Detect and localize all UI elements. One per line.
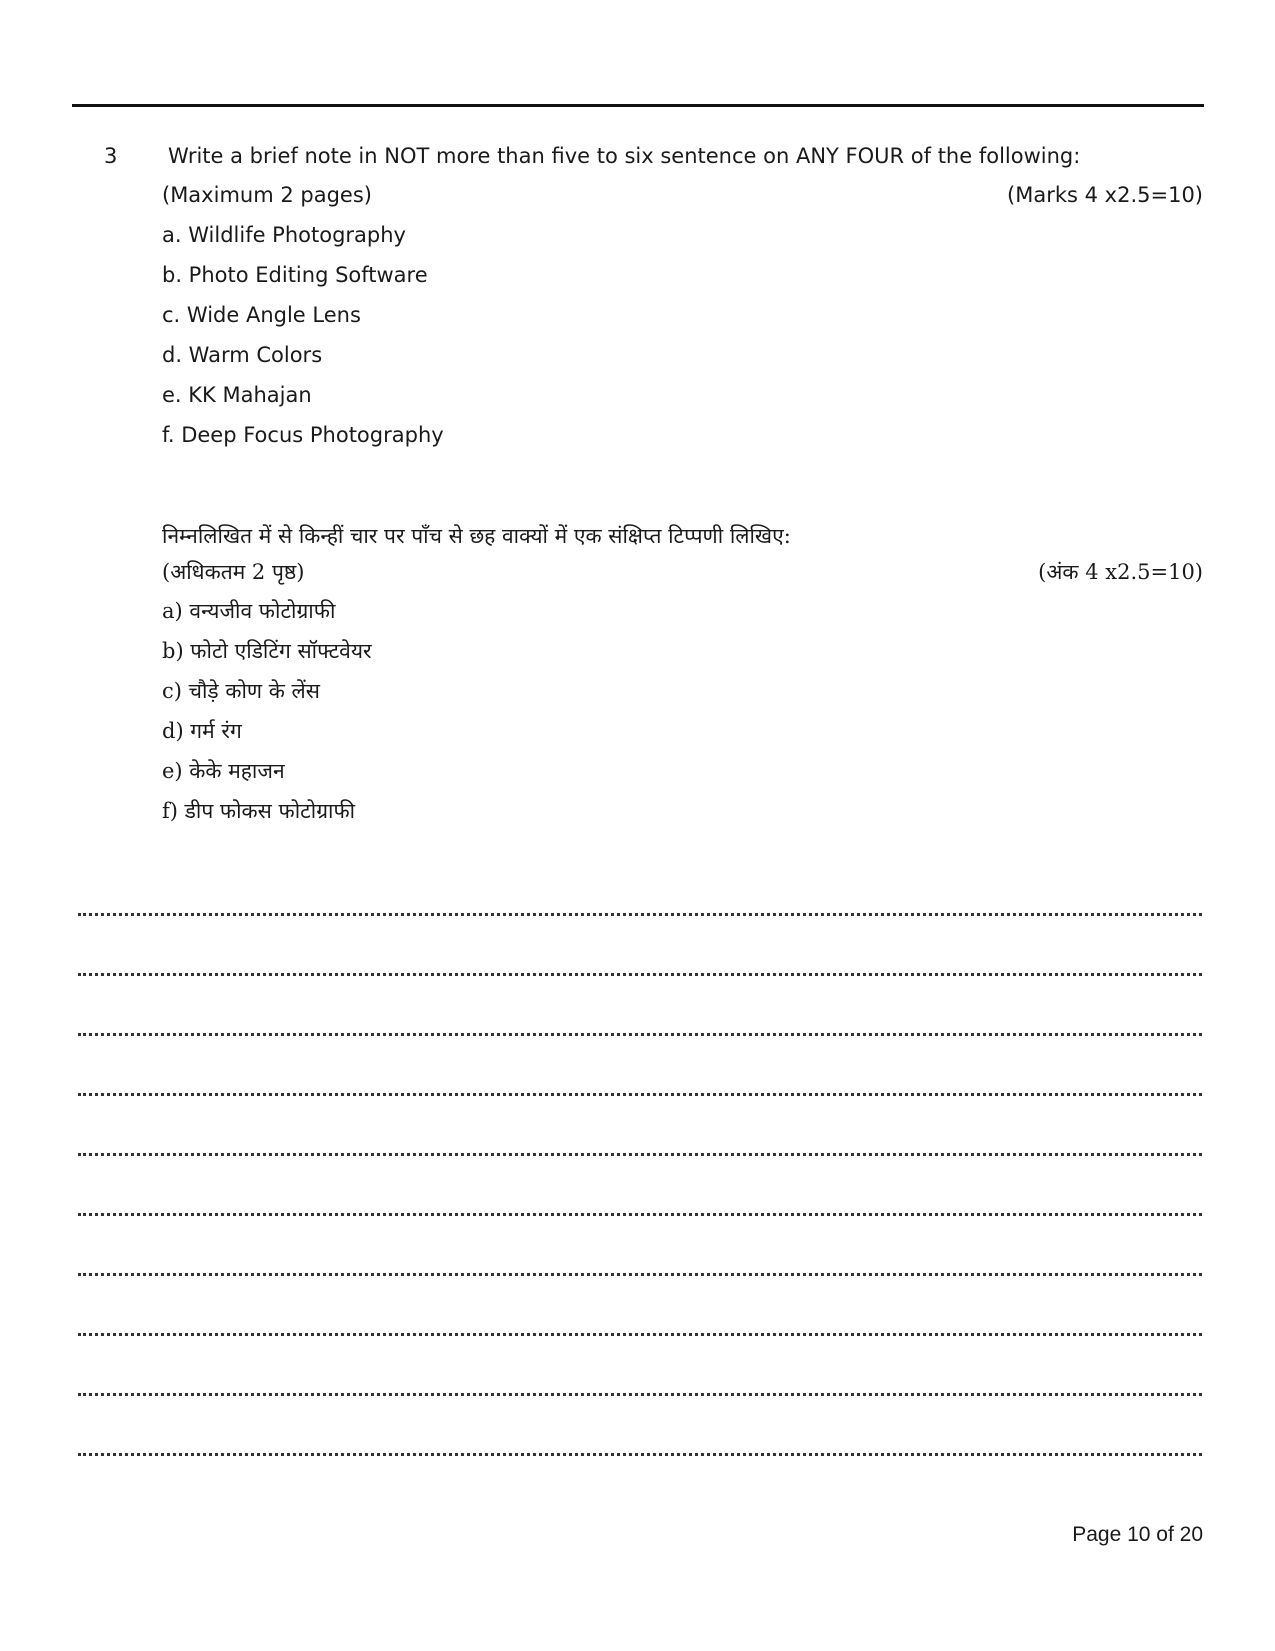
hindi-option-b: b) फोटो एडिटिंग सॉफ्टवेयर (162, 639, 372, 663)
option-c: c. Wide Angle Lens (162, 303, 361, 327)
question-text: Write a brief note in NOT more than five to six sentence on ANY FOUR of the following: (168, 144, 1081, 168)
hindi-option-f: f) डीप फोकस फोटोग्राफी (162, 799, 356, 823)
answer-line[interactable] (78, 1333, 1202, 1336)
answer-line[interactable] (78, 1033, 1202, 1036)
page-number: Page 10 of 20 (1072, 1523, 1203, 1546)
question-marks: (Marks 4 x2.5=10) (1007, 183, 1203, 207)
header-rule (72, 104, 1204, 107)
option-d: d. Warm Colors (162, 343, 323, 367)
answer-line[interactable] (78, 1393, 1202, 1396)
hindi-question-marks: (अंक 4 x2.5=10) (1038, 560, 1203, 584)
hindi-question-text: निम्नलिखित में से किन्हीं चार पर पाँच से छह वाक्यों में एक संक्षिप्त टिप्पणी लिखिए: (162, 524, 791, 548)
answer-line[interactable] (78, 913, 1202, 916)
hindi-option-a: a) वन्यजीव फोटोग्राफी (162, 599, 336, 623)
answer-line[interactable] (78, 1093, 1202, 1096)
answer-line[interactable] (78, 1273, 1202, 1276)
answer-line[interactable] (78, 973, 1202, 976)
option-e: e. KK Mahajan (162, 383, 312, 407)
hindi-option-e: e) केके महाजन (162, 759, 285, 783)
answer-line[interactable] (78, 1213, 1202, 1216)
hindi-option-d: d) गर्म रंग (162, 719, 242, 743)
hindi-question-limit: (अधिकतम 2 पृष्ठ) (162, 560, 305, 584)
answer-line[interactable] (78, 1453, 1202, 1456)
answer-line[interactable] (78, 1153, 1202, 1156)
question-number: 3 (104, 144, 118, 168)
option-a: a. Wildlife Photography (162, 223, 406, 247)
hindi-option-c: c) चौड़े कोण के लेंस (162, 679, 320, 703)
option-b: b. Photo Editing Software (162, 263, 428, 287)
option-f: f. Deep Focus Photography (162, 423, 444, 447)
question-limit: (Maximum 2 pages) (162, 183, 372, 207)
